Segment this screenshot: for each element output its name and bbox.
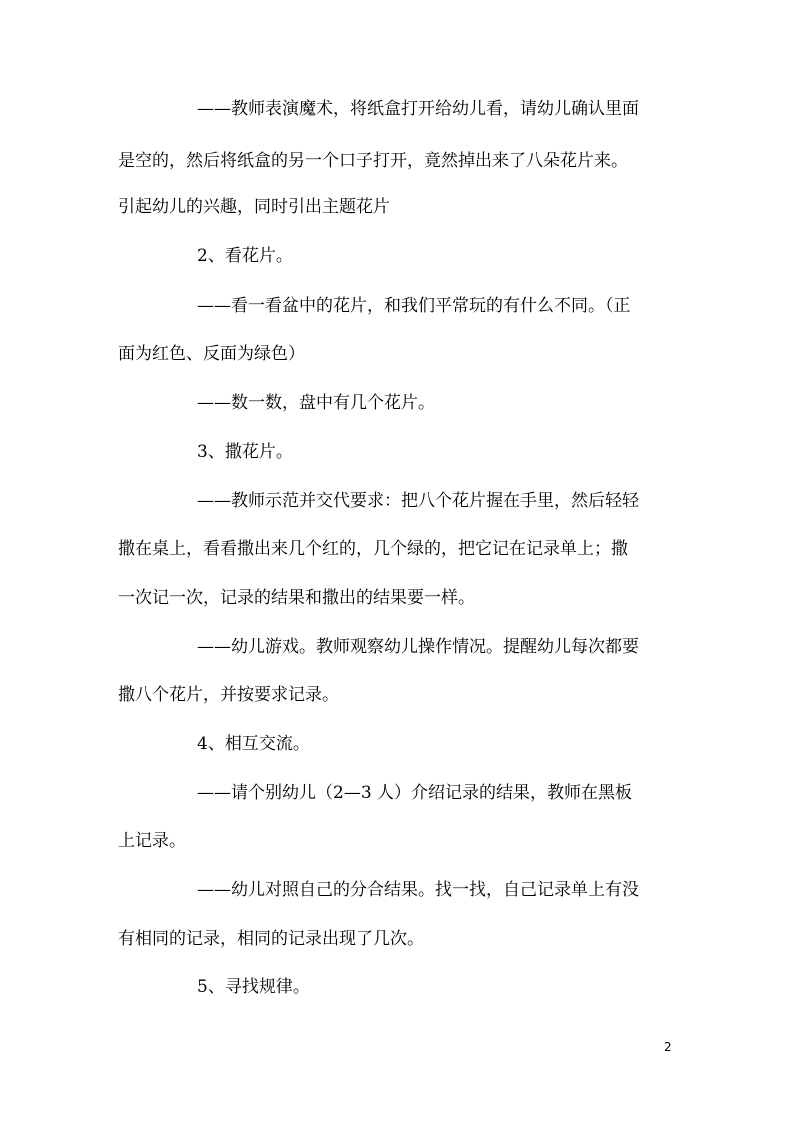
paragraph-line: ——看一看盆中的花片，和我们平常玩的有什么不同。（正 bbox=[197, 296, 631, 316]
paragraph-line: ——幼儿对照自己的分合结果。找一找，自己记录单上有没 bbox=[197, 880, 639, 900]
paragraph-line: 撒八个花片，并按要求记录。 bbox=[118, 685, 339, 705]
section-heading: 5、寻找规律。 bbox=[197, 977, 310, 997]
paragraph-line: ——教师表演魔术，将纸盒打开给幼儿看，请幼儿确认里面 bbox=[197, 99, 639, 119]
paragraph-line: 撒在桌上，看看撒出来几个红的，几个绿的，把它记在记录单上；撒 bbox=[118, 539, 628, 559]
page-number: 2 bbox=[664, 1040, 672, 1054]
paragraph-line: ——幼儿游戏。教师观察幼儿操作情况。提醒幼儿每次都要 bbox=[197, 637, 639, 657]
section-heading: 2、看花片。 bbox=[197, 246, 293, 266]
paragraph-line: ——教师示范并交代要求：把八个花片握在手里，然后轻轻 bbox=[197, 491, 639, 511]
paragraph-line: 上记录。 bbox=[118, 831, 186, 851]
paragraph-line: 引起幼儿的兴趣，同时引出主题花片 bbox=[118, 197, 390, 217]
section-heading: 3、撒花片。 bbox=[197, 442, 293, 462]
paragraph-line: 面为红色、反面为绿色） bbox=[118, 344, 305, 364]
paragraph-line: ——请个别幼儿（2—3 人）介绍记录的结果，教师在黑板 bbox=[197, 783, 633, 803]
paragraph-line: ——数一数，盘中有几个花片。 bbox=[197, 393, 435, 413]
paragraph-line: 是空的，然后将纸盒的另一个口子打开，竟然掉出来了八朵花片来。 bbox=[118, 151, 628, 171]
paragraph-line: 有相同的记录，相同的记录出现了几次。 bbox=[118, 929, 424, 949]
paragraph-line: 一次记一次，记录的结果和撒出的结果要一样。 bbox=[118, 588, 475, 608]
section-heading: 4、相互交流。 bbox=[197, 734, 310, 754]
